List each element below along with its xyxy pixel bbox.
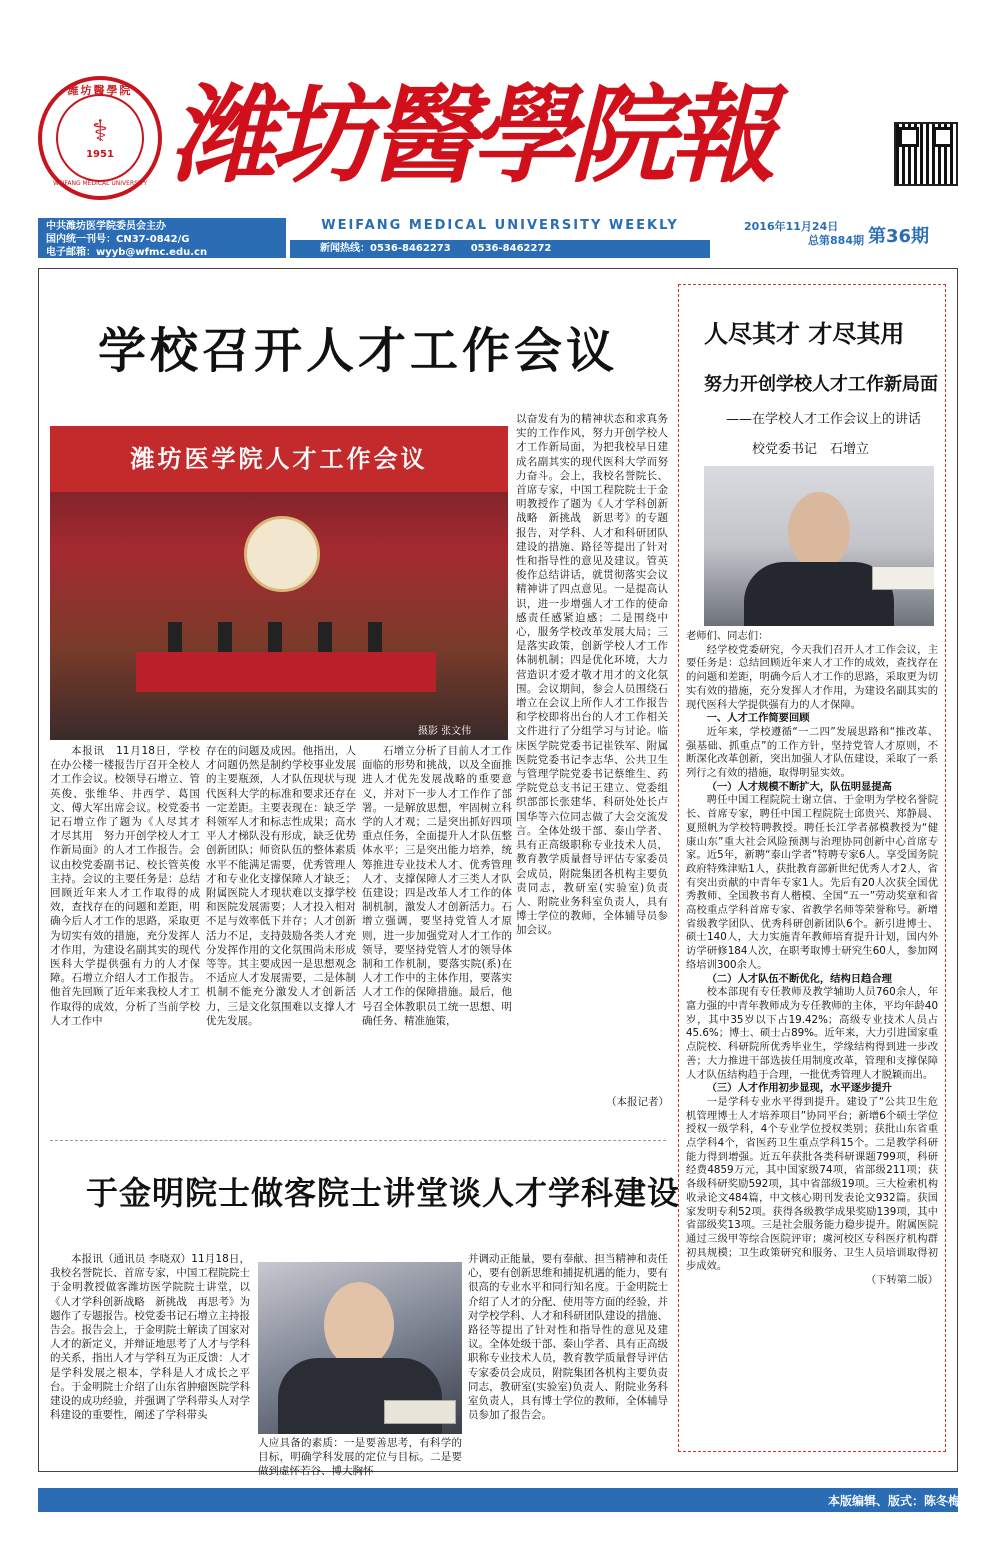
article1-end-note: （本报记者） [606, 1096, 669, 1108]
seal-year: 1951 [86, 148, 114, 160]
speech-author: 校党委书记 石增立 [752, 442, 870, 457]
speaker-photo [258, 1262, 462, 1434]
speech-title-sub: 努力开创学校人才工作新局面 [704, 374, 938, 395]
speech-subtitle: ——在学校人才工作会议上的讲话 [726, 412, 922, 427]
speech-p5: 一是学科专业水平得到提升。建设了“公共卫生危机管理博士人才培养项目”协同平台；新增6个硕士学位授权一级学科，4个专业学位授权类别；获批山东省重点学科4个，省医药卫生重点学科15个。二是教学科研能力得到增强。近五年获批各类科研课题799项，科研经费4859万元，其中国家级74项，省部级211项；获各级科研奖励592项，其中省部级19项。三大检索机构收录论文484篇，中文核心期刊发表论文932篇。获国家发明专利52项。获得各级教学成果奖励139项，其中省部级奖13项。三是社会服务能力稳步提升。附属医院通过三级甲等综合医院评审；虞河校区专科医疗机构群初具规模；卫生政策研究和服务、卫生人员培训取得初步成效。 [686, 1095, 938, 1273]
speech-p2: 近年来，学校遵循“一二四”发展思路和“推改革、强基础、抓重点”的工作方针，坚持党管人才原则，不断深化改革创新，突出加强人才队伍建设，采取了一系列行之有效的措施，取得明显实效。 [686, 725, 938, 780]
footer-editor: 本版编辑、版式：陈冬梅 [827, 1494, 960, 1508]
article-separator [50, 1140, 666, 1141]
article1-col2-text: 存在的问题及成因。他指出，人才问题仍然是制约学校事业发展的主要瓶颈，人才队伍现状与现代医科大学的标准和要求还存在一定差距。主要表现在：缺乏学科领军人才和标志性成果；高水平人才梯队没有形成，缺乏优势创新团队；师资队伍的整体素质水平不能满足需要，优秀管理人才和专业化支撑保障人才缺乏；附属医院人才现状难以支撑学校和医院发展需要；人才投入相对不足与效率低下并存；人才创新活力不足，支持鼓励各类人才充分发挥作用的文化氛围尚未形成等等。其主要成因一是思想观念不适应人才发展需要，二是体制机制不能充分激发人才创新活力，三是文化氛围难以支撑人才优先发展。 [206, 745, 356, 1027]
article2-col1-text: 本报讯（通讯员 李晓双）11月18日，我校名誉院长、首席专家，中国工程院院士于金明教授做客潍坊医学院院士讲堂，以《人才学科创新战略 新挑战 再思考》为题作了专题报告。校党委书记石增立主持报告会。报告会上，于金明院士解读了国家对人才的新定义，并辩证地思考了人才与学科的关系，指出人才与学科互为正反馈：人才是学科发展之根本，学科是人才成长之平台。于金明院士介绍了山东省肿瘤医院学科建设的成功经验，并强调了学科带头人对学科建设的重要性，阐述了学科带头 [50, 1253, 250, 1422]
speech-h3: （二）人才队伍不断优化，结构日趋合理 [706, 972, 892, 985]
date-block [744, 220, 864, 248]
author-face [788, 492, 850, 570]
seal-logo [38, 76, 162, 200]
article2-col3-text: 并调动正能量，要有奉献、担当精神和责任心，要有创新思维和捕捉机遇的能力，要有很高的专业水平和同行知名度。于金明院士介绍了人才的分配、使用等方面的经验，并对学校学科、人才和科研团队建设的措施、路径等提出了针对性和指导性的意见及建议。全体处级干部、泰山学者、具有正高级职称专业技术人员，教育教学质量督导评估专家委员会成员，附院集团各机构主要负责同志，教研室(实验室)负责人、附院业务科室负责人，具有博士学位的教师，全体辅导员参加了报告会。 [468, 1253, 668, 1422]
article2-col2 [258, 1436, 462, 1479]
seal-top-text: 潍坊醫學院 [67, 84, 133, 97]
speech-h2: （一）人才规模不断扩大，队伍明显提高 [706, 780, 892, 793]
email-text: 电子邮箱：wyyb@wfmc.edu.cn [46, 247, 208, 258]
issue-number: 第36期 [868, 226, 930, 247]
speech-greeting: 老师们、同志们： [686, 630, 769, 642]
masthead-title: 潍坊醫學院報 [170, 72, 770, 197]
article1-col2 [206, 744, 356, 1028]
photo-banner: 潍坊医学院人才工作会议 [50, 426, 508, 492]
seal-inner [56, 94, 144, 182]
cn-number: 国内统一刊号：CN37-0842/G [46, 234, 190, 245]
article2-headline: 于金明院士做客院士讲堂谈人才学科建设 [86, 1174, 681, 1212]
speech-h1: 一、人才工作简要回顾 [706, 712, 810, 725]
sponsor-text: 中共潍坊医学院委员会主办 [46, 221, 166, 232]
speech-p1: 经学校党委研究，今天我们召开人才工作会议，主要任务是：总结回顾近年来人才工作的成效，查找存在的问题和差距，明确今后人才工作的思路，采取更为切实有效的措施，充分发挥人才作用，为建设名副其实的现代医科大学提供强有力的人才保障。 [686, 643, 938, 711]
name-plate [384, 1400, 456, 1424]
stage-logo [244, 516, 320, 592]
article2-col3 [468, 1252, 668, 1462]
speaker-face [324, 1282, 394, 1368]
speech-p3: 聘任中国工程院院士谢立信、于金明为学校名誉院长、首席专家，聘任中国工程院院士邱贵兴、郑静晨、夏照帆为学校特聘教授。聘任长江学者郝模教授为“健康山东”重大社会风险预测与治理协同创新中心首席专家。近5年，新聘“泰山学者”特聘专家6人。享受国务院政府特殊津贴1人，获批教育部新世纪优秀人才2人，省有突出贡献的中青年专家1人。先后有20人次获全国优秀教师、全国教书育人楷模、全国“五一”劳动奖章和省高校重点学科首席专家、省教学名师等荣誉称号。新增省级教学团队、优秀科研创新团队6个。新引进博士、硕士140人，大力实施青年教师培育提升计划，国内外访学研修184人次，在职考取博士研究生60人，参加网络培训300余人。 [686, 794, 938, 971]
speech-body [686, 630, 938, 1450]
issue-date: 2016年11月24日 [744, 220, 839, 233]
conference-photo [50, 426, 508, 740]
seal-side-text: WEIFANG MEDICAL UNIVERSITY [52, 180, 148, 187]
speech-title-main: 人尽其才 才尽其用 [704, 320, 905, 348]
author-photo [704, 466, 934, 626]
header-info-box [38, 218, 286, 258]
article1-col3 [362, 744, 512, 1114]
article1-col3-text: 石增立分析了目前人才工作面临的形势和挑战，以及全面推进人才优先发展战略的重要意义，并对下一步人才工作作了部署。一是解放思想，牢固树立科学的人才观；二是突出抓好四项重点任务，全面提升人才队伍整体水平；三是突出能力培养，统筹推进专业技术人才、优秀管理人才、支撑保障人才三类人才队伍建设；四是改革人才工作的体制机制，激发人才创新活力。石增立强调，要坚持党管人才原则，进一步加强党对人才工作的领导，要坚持党管人才的领导体制和工作机制，要落实院(系)在人才工作中的主体作用，要落实人才工作的保障措施。最后，他号召全体教职员工统一思想、明确任务、精准施策， [362, 745, 512, 1027]
qr-code-icon [894, 122, 958, 186]
article1-col4 [516, 412, 668, 1092]
article2-col2-text: 人应具备的素质：一是要善思考，有科学的目标，明确学科发展的定位与目标。二是要做到虚怀若谷、博大胸怀 [258, 1437, 462, 1478]
article1-col4-text: 以奋发有为的精神状态和求真务实的工作作风，努力开创学校人才工作新局面，为把我校早日建成名副其实的现代医科大学而努力奋斗。会上，我校名誉院长、首席专家，中国工程院院士于金明教授作了题为《人才学科创新战略 新挑战 新思考》的专题报告，对学科、人才和科研团队建设的措施、路径等提出了针对性和指导性的意见及建议。管英俊作总结讲话，就贯彻落实会议精神讲了四点意见。一是提高认识，进一步增强人才工作的使命感责任感紧迫感；二是围绕中心，服务学校改革发展大局；三是落实政策，创新学校人才工作体制机制；四是优化环境，大力营造识才爱才敬才用才的文化氛围。会议期间，参会人员围绕石增立在会议上所作人才工作报告和学校即将出台的人才工作相关文件进行了分组学习与讨论。临床医学院党委书记崔铁军、附属医院党委书记李志华、公共卫生与管理学院党委书记蔡维生、药学院党总支书记王建立、党委组织部部长张建华、科研处处长卢国华等六位同志做了大会交流发言。全体处级干部、泰山学者、具有正高级职称专业技术人员，教育教学质量督导评估专家委员会成员，附院集团各机构主要负责同志，教研室(实验室)负责人、附院业务科室负责人，具有博士学位的教师，全体辅导员参加会议。 [516, 413, 668, 937]
english-title: WEIFANG MEDICAL UNIVERSITY WEEKLY [321, 218, 679, 233]
author-name-plate [872, 566, 934, 590]
hotline: 新闻热线：0536-8462273 0536-8462272 [290, 240, 710, 258]
speakers [168, 622, 408, 652]
total-issue: 总第884期 [808, 234, 864, 247]
article1-headline: 学校召开人才工作会议 [98, 323, 619, 379]
photo-credit: 摄影 张文伟 [418, 726, 472, 737]
article2-col1 [50, 1252, 250, 1462]
article1-col1 [50, 744, 200, 1028]
speech-p4: 校本部现有专任教师及教学辅助人员760余人，年富力强的中青年教师成为专任教师的主体，平均年龄40岁，其中35岁以下占19.42%；高级专业技术人员占45.6%；博士、硕士占89%。近年来，大力引进国家重点院校、科研院所优秀毕业生，学缘结构得到进一步改善；大力推进干部选拔任用制度改革，管理和支撑保障人才队伍结构趋于合理，一批优秀管理人才脱颖而出。 [686, 986, 938, 1081]
speech-h4: （三）人才作用初步显现，水平逐步提升 [706, 1082, 892, 1095]
speech-continue: （下转第二版） [865, 1274, 938, 1287]
header-middle [290, 218, 750, 258]
seal-emblem-icon: ⚕ [91, 113, 109, 149]
article1-col1-text: 本报讯 11月18日，学校在办公楼一楼报告厅召开全校人才工作会议。校领导石增立、管英俊、张维华、井西学、葛国文、傅大军出席会议。校党委书记石增立作了题为《人尽其才 才尽其用 努力开创学校人才工作新局面》的人才工作报告。会议由校党委副书记、校长管英俊主持。会议的主要任务是：总结回顾近年来人才工作取得的成效，查找存在的问题和差距，明确今后人才工作的思路，采取更为切实有效的措施，充分发挥人才作用，为建设名副其实的现代医科大学提供强有力的人才保障。石增立介绍人才工作报告。他首先回顾了近年来我校人才工作取得的成效，分析了当前学校人才工作中 [50, 745, 200, 1027]
podium-table [136, 652, 436, 692]
